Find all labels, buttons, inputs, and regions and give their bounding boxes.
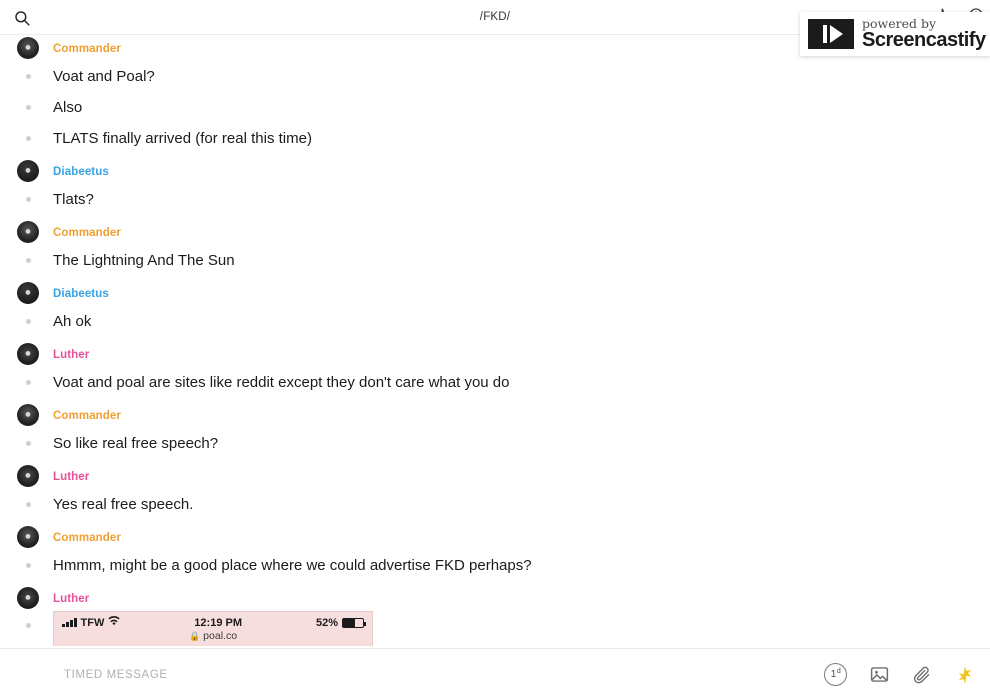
battery-icon [342, 618, 364, 628]
phone-clock: 12:19 PM [194, 616, 242, 629]
composer-actions [824, 663, 976, 686]
message-group [0, 347, 990, 398]
message-author[interactable]: Luther [53, 593, 90, 605]
commander-avatar[interactable] [17, 221, 39, 243]
diabeetus-avatar[interactable] [17, 282, 39, 304]
message-item[interactable] [0, 611, 990, 646]
message-text: Tlats? [53, 190, 94, 208]
message-group [0, 225, 990, 276]
message-status-dot-icon [17, 136, 39, 141]
message-status-dot-icon [17, 563, 39, 568]
image-icon[interactable] [869, 664, 890, 685]
message-group-header [0, 408, 990, 428]
avatar-glyph: ● [24, 164, 32, 177]
message-status-dot-icon [17, 105, 39, 110]
message-text: So like real free speech? [53, 434, 219, 452]
message-author[interactable]: Luther [53, 349, 90, 361]
message-status-dot-icon [17, 502, 39, 507]
message-text: Hmmm, might be a good place where we could advertise FKD perhaps? [53, 556, 532, 574]
message-group-header [0, 225, 990, 245]
search-icon[interactable] [10, 6, 34, 30]
message-author[interactable]: Commander [53, 227, 121, 239]
luther-avatar[interactable] [17, 587, 39, 609]
message-item[interactable] [0, 550, 990, 581]
signal-icon [62, 618, 77, 627]
message-group [0, 286, 990, 337]
battery-percent: 52% [315, 616, 338, 629]
wifi-icon [108, 616, 120, 629]
avatar-glyph: ● [24, 225, 32, 238]
timer-unit: d [836, 668, 841, 675]
message-group [0, 408, 990, 459]
message-author[interactable]: Commander [53, 410, 121, 422]
message-text: TLATS finally arrived (for real this time) [53, 129, 312, 147]
avatar-glyph: ● [24, 347, 32, 360]
message-item[interactable] [0, 123, 990, 154]
message-group-header [0, 347, 990, 367]
message-author[interactable]: Commander [53, 43, 121, 55]
message-input[interactable]: TIMED MESSAGE [64, 668, 168, 681]
message-group-header [0, 286, 990, 306]
message-status-dot-icon [17, 74, 39, 79]
message-text: Also [53, 98, 83, 116]
message-item[interactable] [0, 489, 990, 520]
screencastify-brand: Screencastify [862, 29, 986, 52]
commander-avatar[interactable] [17, 526, 39, 548]
avatar-glyph: ● [24, 286, 32, 299]
avatar-glyph: ● [24, 41, 32, 54]
luther-avatar[interactable] [17, 465, 39, 487]
message-author[interactable]: Diabeetus [53, 166, 109, 178]
message-group-header [0, 469, 990, 489]
avatar-glyph: ● [24, 591, 32, 604]
message-text: The Lightning And The Sun [53, 251, 235, 269]
message-group [0, 591, 990, 646]
message-item[interactable] [0, 367, 990, 398]
timer-button[interactable] [824, 663, 847, 686]
message-item[interactable] [0, 428, 990, 459]
carrier-label: TFW [80, 616, 105, 629]
page-title: /FKD/ [479, 11, 511, 23]
attachment-url-bar [54, 630, 372, 646]
attachment-url: poal.co [203, 630, 238, 642]
avatar-glyph: ● [24, 408, 32, 421]
message-item[interactable] [0, 184, 990, 215]
message-status-dot-icon [17, 623, 39, 628]
avatar-glyph: ● [24, 530, 32, 543]
avatar-glyph: ● [24, 469, 32, 482]
message-list[interactable] [0, 35, 990, 648]
message-item[interactable] [0, 245, 990, 276]
luther-avatar[interactable] [17, 343, 39, 365]
paperclip-icon[interactable] [912, 665, 932, 685]
message-group-header [0, 591, 990, 611]
phone-status-bar [54, 612, 372, 630]
message-status-dot-icon [17, 441, 39, 446]
message-text: Voat and poal are sites like reddit except they don't care what you do [53, 373, 510, 391]
sparkle-icon[interactable] [954, 664, 976, 686]
message-group [0, 469, 990, 520]
message-group-header [0, 530, 990, 550]
message-group-header [0, 164, 990, 184]
play-logo-icon [808, 19, 854, 49]
message-composer[interactable] [0, 648, 990, 700]
message-author[interactable]: Diabeetus [53, 288, 109, 300]
image-attachment-preview[interactable] [53, 611, 373, 646]
timer-value: 1 [830, 669, 837, 680]
message-text: Voat and Poal? [53, 67, 155, 85]
screencastify-powered-by: powered by [862, 15, 937, 31]
message-item[interactable] [0, 306, 990, 337]
screencastify-overlay [800, 12, 990, 56]
diabeetus-avatar[interactable] [17, 160, 39, 182]
message-author[interactable]: Commander [53, 532, 121, 544]
message-group [0, 530, 990, 581]
message-item[interactable] [0, 92, 990, 123]
message-status-dot-icon [17, 380, 39, 385]
message-author[interactable]: Luther [53, 471, 90, 483]
lock-icon: 🔒 [188, 630, 201, 641]
message-status-dot-icon [17, 319, 39, 324]
message-text: Yes real free speech. [53, 495, 194, 513]
commander-avatar[interactable] [17, 37, 39, 59]
message-status-dot-icon [17, 258, 39, 263]
message-item[interactable] [0, 61, 990, 92]
message-group [0, 164, 990, 215]
message-group [0, 41, 990, 154]
message-status-dot-icon [17, 197, 39, 202]
commander-avatar[interactable] [17, 404, 39, 426]
message-text: Ah ok [53, 312, 92, 330]
